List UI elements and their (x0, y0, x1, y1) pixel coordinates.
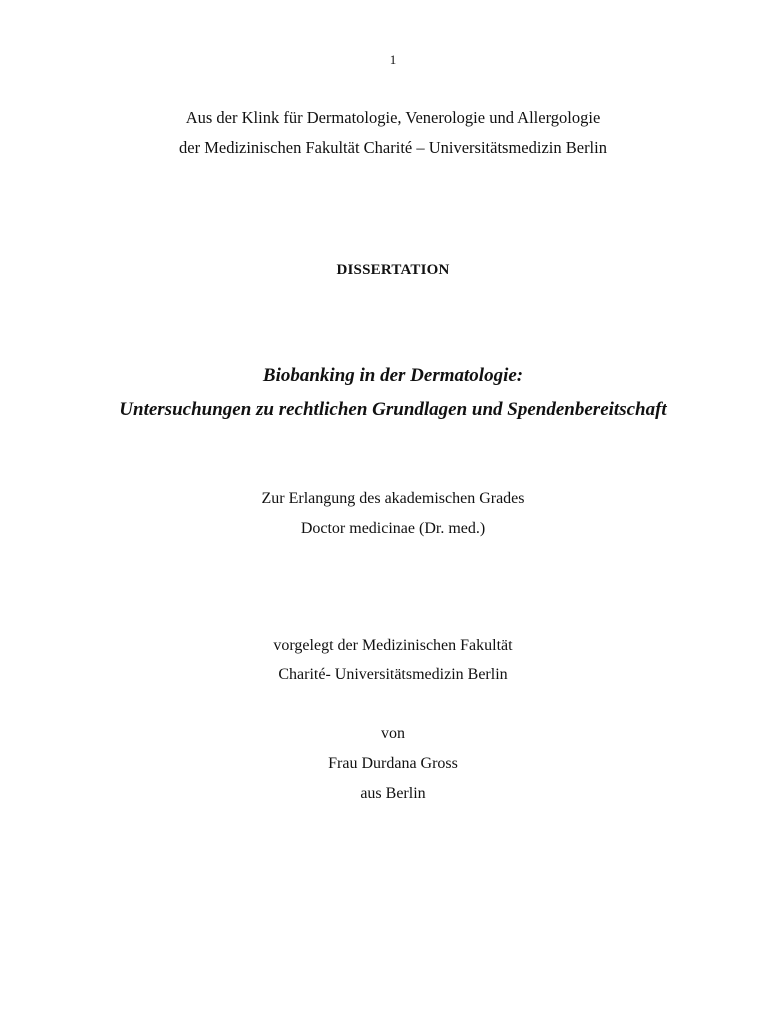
institution-line-2: der Medizinischen Fakultät Charité – Universitätsmedizin Berlin (179, 138, 607, 157)
document-type: DISSERTATION (336, 262, 450, 278)
degree-line-1: Zur Erlangung des akademischen Grades (261, 490, 525, 507)
author-origin: aus Berlin (360, 785, 426, 802)
author-name: Frau Durdana Gross (328, 755, 458, 772)
title-line-1: Biobanking in der Dermatologie: (262, 365, 524, 386)
submission-line-1: vorgelegt der Medizinischen Fakultät (273, 637, 513, 654)
page-number: 1 (389, 52, 397, 67)
title-line-2: Untersuchungen zu rechtlichen Grundlagen und Spendenbereitschaft (119, 399, 667, 420)
submission-line-2: Charité- Universitätsmedizin Berlin (278, 666, 508, 683)
institution-line-1: Aus der Klink für Dermatologie, Venerologie und Allergologie (185, 108, 601, 127)
author-von: von (381, 725, 405, 742)
degree-line-2: Doctor medicinae (Dr. med.) (300, 520, 486, 537)
